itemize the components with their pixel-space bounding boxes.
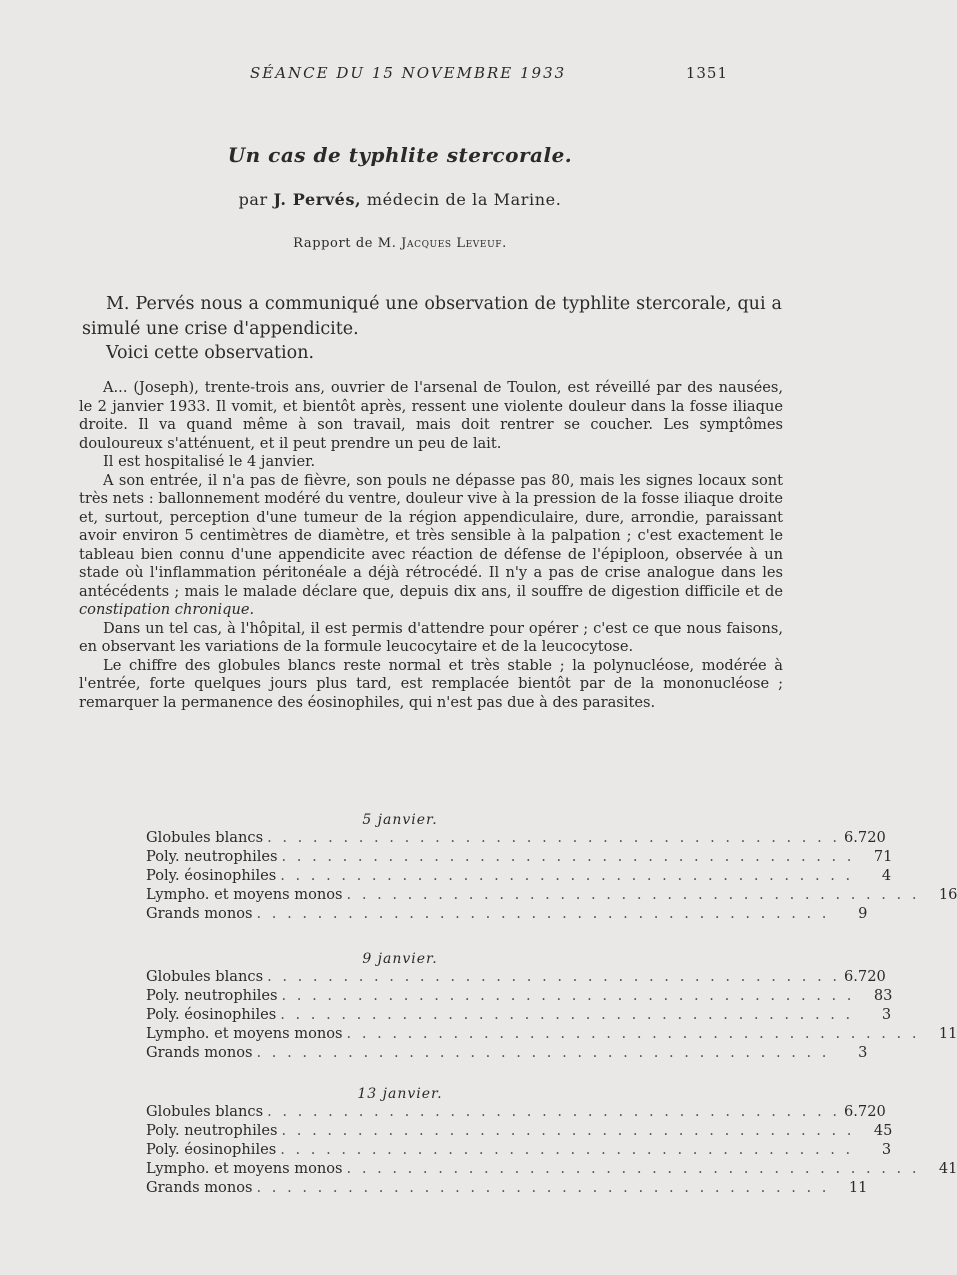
byline <box>0 190 800 209</box>
body-text: A son entrée, il n'a pas de fièvre, son pouls ne dépasse pas 80, mais les signes locaux sont très nets : ballonnement modéré du ventre, douleur vive à la pression de la fosse iliaque droite et, surtout, perception d'une tumeur de la région appendiculaire, dure, arrondie, paraissant avoir environ 5 centimètres de diamètre, et très sensible à la palpation ; c'est exactement le tableau bien connu d'une appendicite avec réaction de défense de l'épiploon, observée à un stade où l'inflammation péritonéale a déjà rétrocédé. Il n'y a pas de crise analogue dans les antécédents ; mais le malade déclare que, depuis dix ans, il souffre de digestion difficile et de <box>79 471 783 600</box>
table-row: Globules blancs . . . . . . . . . . . . . . . . . . . . . . . . . . . . . . . . . . . . . . 6.720 <box>146 829 886 846</box>
body-paragraph: Il est hospitalisé le 4 janvier. <box>103 453 316 470</box>
row-value: 6.720 <box>843 1103 886 1120</box>
row-label: Poly. neutrophiles <box>146 848 278 865</box>
row-label: Globules blancs <box>146 1103 264 1120</box>
author-role: médecin de la Marine. <box>366 190 562 209</box>
row-value: 41 <box>938 1160 957 1177</box>
row-value: 9 <box>858 905 868 922</box>
table-row: Poly. éosinophiles . . . . . . . . . . . . . . . . . . . . . . . . . . . . . . . . . . . . . . 3 <box>146 1006 892 1023</box>
observation-body <box>79 379 783 712</box>
table-row: Grands monos . . . . . . . . . . . . . . . . . . . . . . . . . . . . . . . . . . . . . . 9 <box>146 905 868 922</box>
row-value: 3 <box>881 1006 892 1023</box>
reporter-name: Jacques Leveuf. <box>401 236 507 251</box>
row-label: Globules blancs <box>146 829 264 846</box>
table-date: 13 janvier. <box>357 1086 443 1102</box>
table-row: Globules blancs . . . . . . . . . . . . . . . . . . . . . . . . . . . . . . . . . . . . . . 6.720 <box>146 968 886 985</box>
table-row: Poly. neutrophiles . . . . . . . . . . . . . . . . . . . . . . . . . . . . . . . . . . . . . . 83 <box>146 987 893 1004</box>
table-row: Lympho. et moyens monos . . . . . . . . . . . . . . . . . . . . . . . . . . . . . . . . . . . . . . 41 <box>146 1160 957 1177</box>
row-value: 11 <box>848 1179 868 1196</box>
table-row: Poly. neutrophiles . . . . . . . . . . . . . . . . . . . . . . . . . . . . . . . . . . . . . . 71 <box>146 848 893 865</box>
row-label: Lympho. et moyens monos <box>146 1025 343 1042</box>
row-value: 45 <box>873 1122 893 1139</box>
body-paragraph: Dans un tel cas, à l'hôpital, il est permis d'attendre pour opérer ; c'est ce que nous faisons, en observant les variations de la formule leucocytaire et de la leucocytose. <box>79 619 783 655</box>
table-row: Lympho. et moyens monos . . . . . . . . . . . . . . . . . . . . . . . . . . . . . . . . . . . . . . 16 <box>146 886 957 903</box>
row-value: 3 <box>881 1141 892 1158</box>
row-label: Lympho. et moyens monos <box>146 1160 343 1177</box>
body-paragraph: A... (Joseph), trente-trois ans, ouvrier de l'arsenal de Toulon, est réveillé par des nausées, le 2 janvier 1933. Il vomit, et bientôt après, ressent une violente douleur dans la fosse iliaque droite. Il va quand même à son travail, mais doit rentrer se coucher. Les symptômes douloureux s'atténuent, et il peut prendre un peu de lait. <box>79 379 783 452</box>
table-row: Globules blancs . . . . . . . . . . . . . . . . . . . . . . . . . . . . . . . . . . . . . . 6.720 <box>146 1103 886 1120</box>
report-prefix: Rapport de M. <box>293 236 397 251</box>
row-value: 71 <box>873 848 893 865</box>
author-name: J. Pervés, <box>273 190 362 209</box>
table-row: Poly. neutrophiles . . . . . . . . . . . . . . . . . . . . . . . . . . . . . . . . . . . . . . 45 <box>146 1122 893 1139</box>
intro-paragraph: Voici cette observation. <box>106 343 315 363</box>
intro-section <box>82 292 782 366</box>
intro-paragraph: M. Pervés nous a communiqué une observation de typhlite stercorale, qui a simulé une crise d'appendicite. <box>82 294 782 339</box>
row-label: Grands monos <box>146 1179 253 1196</box>
article-title: Un cas de typhlite stercorale. <box>227 143 573 167</box>
row-label: Poly. neutrophiles <box>146 1122 278 1139</box>
table-row: Grands monos . . . . . . . . . . . . . . . . . . . . . . . . . . . . . . . . . . . . . . 3 <box>146 1044 868 1061</box>
table-row: Grands monos . . . . . . . . . . . . . . . . . . . . . . . . . . . . . . . . . . . . . . 11 <box>146 1179 868 1196</box>
running-title: SÉANCE DU 15 NOVEMBRE 1933 <box>250 64 567 82</box>
report-line <box>0 236 800 251</box>
row-label: Poly. éosinophiles <box>146 1006 277 1023</box>
body-paragraph: Le chiffre des globules blancs reste normal et très stable ; la polynucléose, modérée à l'entrée, forte quelques jours plus tard, est remplacée bientôt par de la mononucléose ; remarquer la permanence des éosinophiles, qui n'est pas due à des parasites. <box>79 656 783 711</box>
row-value: 11 <box>938 1025 957 1042</box>
row-value: 6.720 <box>843 968 886 985</box>
row-value: 16 <box>938 886 957 903</box>
row-label: Poly. éosinophiles <box>146 867 277 884</box>
table-row: Lympho. et moyens monos . . . . . . . . . . . . . . . . . . . . . . . . . . . . . . . . . . . . . . 11 <box>146 1025 957 1042</box>
page-number: 1351 <box>685 64 728 82</box>
row-label: Poly. neutrophiles <box>146 987 278 1004</box>
row-value: 4 <box>881 867 892 884</box>
running-header <box>0 64 800 86</box>
emphasis-text: constipation chronique. <box>79 601 255 618</box>
row-value: 6.720 <box>843 829 886 846</box>
row-label: Grands monos <box>146 1044 253 1061</box>
table-date: 9 janvier. <box>362 951 438 967</box>
row-label: Globules blancs <box>146 968 264 985</box>
byline-prefix: par <box>238 190 268 209</box>
row-value: 3 <box>858 1044 868 1061</box>
table-date: 5 janvier. <box>362 812 438 828</box>
table-row: Poly. éosinophiles . . . . . . . . . . . . . . . . . . . . . . . . . . . . . . . . . . . . . . 4 <box>146 867 892 884</box>
row-value: 83 <box>873 987 893 1004</box>
row-label: Grands monos <box>146 905 253 922</box>
row-label: Poly. éosinophiles <box>146 1141 277 1158</box>
body-paragraph <box>79 472 783 620</box>
row-label: Lympho. et moyens monos <box>146 886 343 903</box>
table-row: Poly. éosinophiles . . . . . . . . . . . . . . . . . . . . . . . . . . . . . . . . . . . . . . 3 <box>146 1141 892 1158</box>
